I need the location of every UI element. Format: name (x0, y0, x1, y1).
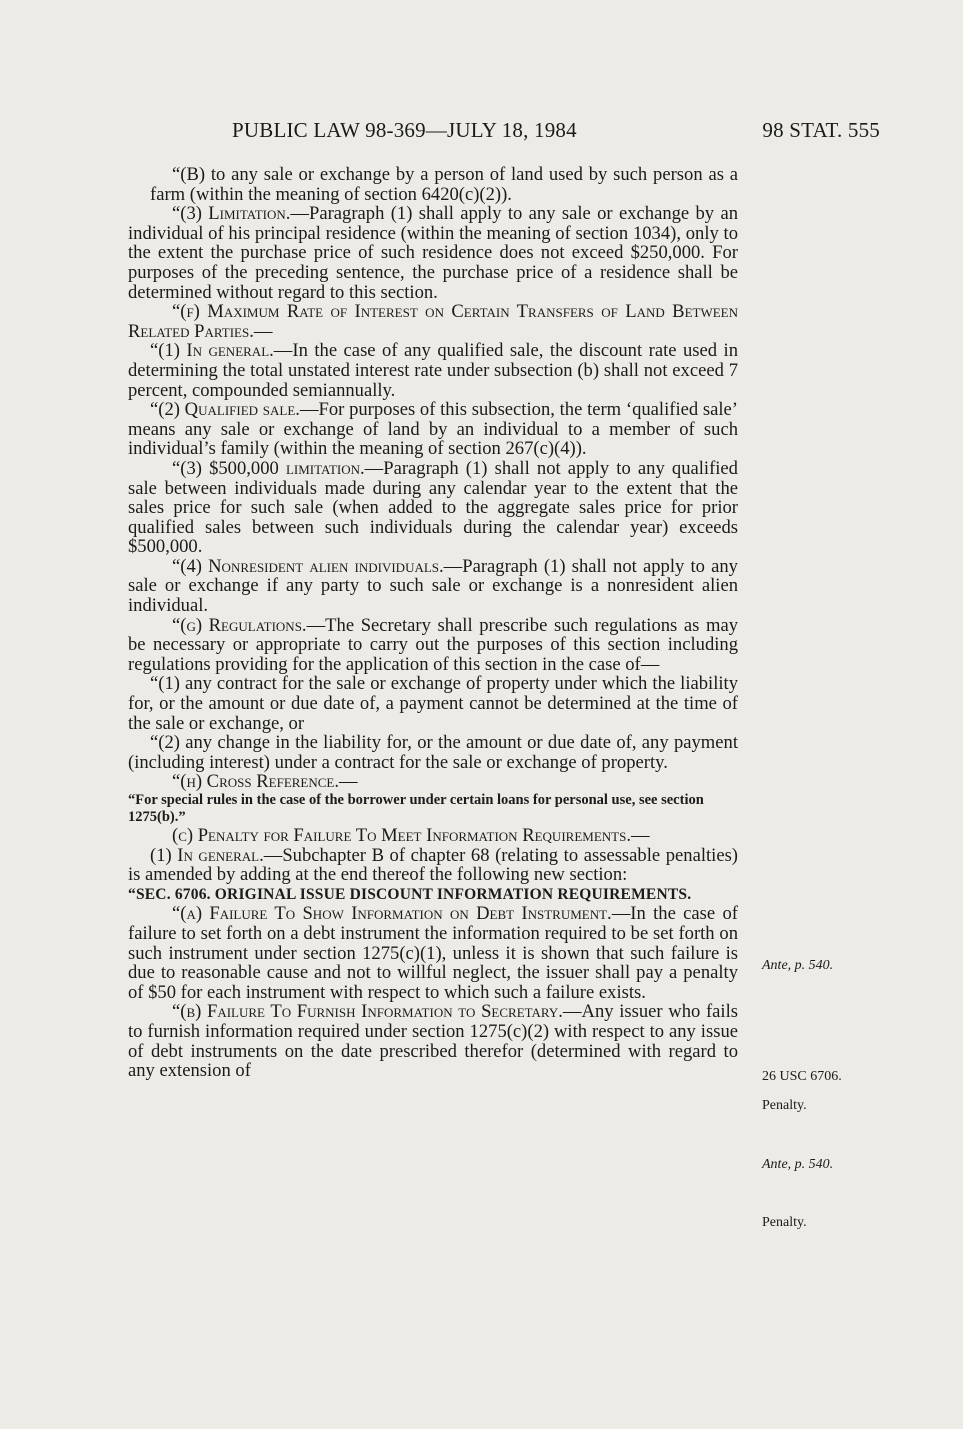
para-regulations (128, 616, 738, 675)
section-6706-heading: “SEC. 6706. ORIGINAL ISSUE DISCOUNT INFORMATION REQUIREMENTS. (128, 885, 692, 903)
para-in-general (128, 341, 738, 400)
para-500000-limitation (128, 459, 738, 557)
para-penalty-info-requirements (128, 826, 738, 846)
para-qualified-sale-text: —For purposes of this subsection, the term ‘qualified sale’ means any sale or exchange of land by an individual to a member of such individual’s family (within the meaning of section 267(c)(4)). (128, 399, 738, 460)
para-nonresident-alien (128, 557, 738, 616)
para-failure-show-info-text: —In the case of failure to set forth on a debt instrument the information required to be set forth on such instrument under section 1275(c)(1), unless it is shown that such failure is due to reasonable cause and not to willful neglect, the issuer shall pay a penalty of $50 for each instrument with respect to which such a failure exists. (128, 903, 738, 1003)
para-nonresident-alien-text: —Paragraph (1) shall not apply to any sale or exchange if any party to such sale or exchange is a nonresident alien individual. (128, 555, 738, 617)
para-cross-reference-dash: — (339, 771, 358, 793)
statute-body (128, 165, 738, 1081)
para-farm-sale: “(B) to any sale or exchange by a person of land used by such person as a farm (within the meaning of section 6420(c)(2)). (150, 164, 738, 205)
para-failure-show-info (128, 904, 738, 1002)
para-failure-furnish-info-heading: “(b) Failure To Furnish Information to Secretary. (172, 1001, 563, 1023)
para-qualified-sale-heading: “(2) Qualified sale. (150, 399, 300, 421)
para-max-rate (128, 302, 738, 341)
para-in-general-text: —In the case of any qualified sale, the discount rate used in determining the total unstated interest rate under subsection (b) shall not exceed 7 percent, compounded semiannually. (128, 340, 738, 401)
para-limitation-heading: “(3) Limitation. (172, 203, 291, 225)
para-change-liability: “(2) any change in the liability for, or the amount or due date of, any payment (including interest) under a contract for the sale or exchange of property. (128, 732, 738, 773)
header-title: PUBLIC LAW 98-369—JULY 18, 1984 (232, 118, 577, 142)
margin-note-ante-1: Ante, p. 540. (762, 958, 834, 973)
para-500000-limitation-heading: “(3) $500,000 limitation. (172, 457, 365, 479)
margin-note-usc: 26 USC 6706. (762, 1069, 842, 1084)
margin-note-penalty-2: Penalty. (762, 1215, 807, 1230)
para-subchapter-amend-heading: (1) In general. (150, 844, 264, 866)
para-500000-limitation-text: —Paragraph (1) shall not apply to any qualified sale between individuals made during any calendar year to the extent that the sales price for such sale (when added to the aggregate sales price for prior qualified sales between such individuals during the calendar year) exceeds $500,000. (128, 457, 738, 558)
margin-note-penalty-1: Penalty. (762, 1098, 807, 1113)
header-stat-number: 98 STAT. 555 (762, 118, 880, 142)
para-max-rate-heading: “(f) Maximum Rate of Interest on Certain Transfers of Land Between Related Parties. (128, 301, 738, 342)
para-failure-furnish-info-text: —Any issuer who fails to furnish information required under section 1275(c)(2) with respect to any issue of debt instruments on the date prescribed therefor (determined with regard to any extension of (128, 1001, 739, 1082)
para-subchapter-amend-text: —Subchapter B of chapter 68 (relating to assessable penalties) is amended by adding at the end thereof the following new section: (128, 844, 738, 886)
para-max-rate-dash: — (253, 320, 273, 342)
para-nonresident-alien-heading: “(4) Nonresident alien individuals. (172, 555, 444, 577)
para-qualified-sale (128, 400, 738, 459)
para-penalty-info-heading: (c) Penalty for Failure To Meet Information Requirements. (172, 825, 631, 846)
para-cross-reference-heading: “(h) Cross Reference. (172, 771, 340, 793)
para-failure-furnish-info (128, 1002, 738, 1080)
para-cross-reference (128, 772, 738, 792)
para-subchapter-amend (128, 846, 738, 885)
para-regulations-heading: “(g) Regulations. (172, 614, 307, 636)
para-failure-show-info-heading: “(a) Failure To Show Information on Debt Instrument. (172, 903, 612, 925)
para-limitation-text: —Paragraph (1) shall apply to any sale or exchange by an individual of his principal residence (within the meaning of section 1034), only to the extent the purchase price of such residence does not exceed $250,000. For purposes of the preceding sentence, the purchase price of a residence shall be determined without regard to this section. (128, 203, 739, 303)
para-contract-sale: “(1) any contract for the sale or exchange of property under which the liability for, or the amount or due date of, a payment cannot be determined at the time of the sale or exchange, or (128, 673, 738, 734)
para-penalty-info-dash: — (630, 825, 650, 846)
para-regulations-text: —The Secretary shall prescribe such regulations as may be necessary or appropriate to carry out the purposes of this section including regulations providing for the application of this section in the case of— (128, 614, 739, 675)
margin-note-ante-2: Ante, p. 540. (762, 1157, 834, 1172)
para-limitation (128, 204, 738, 302)
cross-reference-quote: “For special rules in the case of the borrower under certain loans for personal use, see section 1275(b).” (128, 792, 704, 825)
para-in-general-heading: “(1) In general. (150, 340, 274, 362)
